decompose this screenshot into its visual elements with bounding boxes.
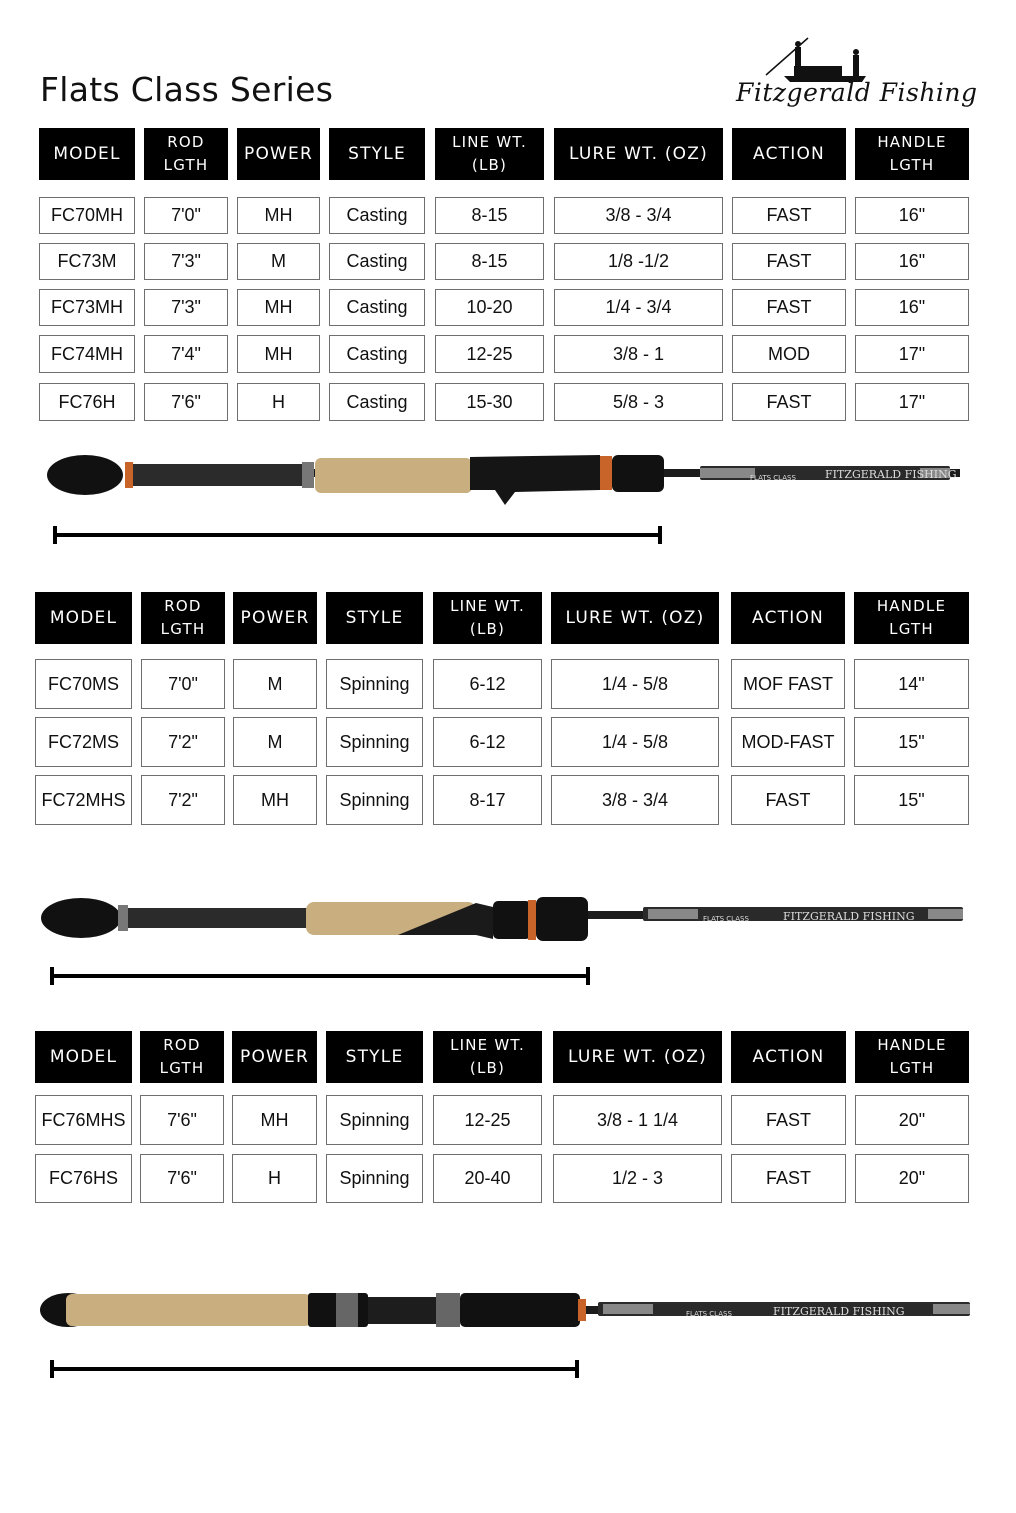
- header-line: HANDLE: [877, 1036, 947, 1054]
- header-line: HANDLE: [877, 133, 947, 151]
- long-spinning-rod-image: [38, 1285, 970, 1345]
- rod-logo-text: FITZGERALD FISHING: [825, 468, 957, 481]
- header-model: MODEL: [39, 128, 135, 180]
- cell-style: Spinning: [326, 775, 423, 825]
- header-line: ROD: [163, 1036, 201, 1054]
- cell-power: MH: [233, 775, 317, 825]
- header-line-weight: [433, 592, 542, 644]
- header-rod-length: [141, 592, 225, 644]
- cell-rod-length: 7'4": [144, 335, 228, 373]
- header-model: MODEL: [35, 1031, 132, 1083]
- brand-logo: [736, 30, 976, 112]
- cell-handle-length: 16": [855, 243, 969, 280]
- cell-style: Spinning: [326, 717, 423, 767]
- casting-rod-image: [40, 440, 970, 520]
- cell-action: FAST: [732, 197, 846, 234]
- header-line: HANDLE: [876, 597, 947, 615]
- header-line: LINE WT.: [452, 133, 527, 151]
- cell-model: FC70MH: [39, 197, 135, 234]
- cell-rod-length: 7'2": [141, 717, 225, 767]
- cell-style: Spinning: [326, 659, 423, 709]
- cell-style: Spinning: [326, 1095, 423, 1145]
- casting-handle-length-ruler: [53, 533, 662, 537]
- header-line-weight: [435, 128, 544, 180]
- cell-power: H: [232, 1154, 317, 1203]
- rod-label: FLATS CLASS: [703, 915, 749, 923]
- cell-action: MOD: [732, 335, 846, 373]
- cell-lure-weight: 1/4 - 5/8: [551, 717, 719, 767]
- cell-power: M: [233, 659, 317, 709]
- header-power: POWER: [237, 128, 320, 180]
- header-line: LGTH: [889, 156, 935, 174]
- cell-model: FC70MS: [35, 659, 132, 709]
- cell-rod-length: 7'2": [141, 775, 225, 825]
- cell-line-weight: 8-17: [433, 775, 542, 825]
- cell-line-weight: 12-25: [433, 1095, 542, 1145]
- header-lure-weight: LURE WT. (OZ): [551, 592, 719, 644]
- cell-handle-length: 15": [854, 775, 969, 825]
- cell-line-weight: 15-30: [435, 383, 544, 421]
- cell-rod-length: 7'0": [144, 197, 228, 234]
- cell-style: Casting: [329, 289, 425, 326]
- cell-rod-length: 7'6": [144, 383, 228, 421]
- cell-rod-length: 7'6": [140, 1095, 224, 1145]
- cell-line-weight: 20-40: [433, 1154, 542, 1203]
- cell-action: FAST: [731, 775, 845, 825]
- header-rod-length: [144, 128, 228, 180]
- header-line: LGTH: [160, 620, 206, 638]
- rod-logo-text: FITZGERALD FISHING: [773, 1305, 905, 1318]
- cell-action: FAST: [731, 1095, 846, 1145]
- cell-line-weight: 8-15: [435, 243, 544, 280]
- cell-line-weight: 10-20: [435, 289, 544, 326]
- cell-handle-length: 14": [854, 659, 969, 709]
- header-line: ROD: [164, 597, 202, 615]
- cell-model: FC76H: [39, 383, 135, 421]
- cell-lure-weight: 3/8 - 3/4: [554, 197, 723, 234]
- header-line: (LB): [471, 156, 508, 174]
- cell-model: FC73MH: [39, 289, 135, 326]
- cell-style: Casting: [329, 383, 425, 421]
- header-power: POWER: [233, 592, 317, 644]
- header-line: LGTH: [163, 156, 209, 174]
- header-line-weight: [433, 1031, 542, 1083]
- long-spinning-handle-length-ruler: [50, 1367, 579, 1371]
- header-handle-length: [855, 128, 969, 180]
- header-rod-length: [140, 1031, 224, 1083]
- cell-handle-length: 16": [855, 197, 969, 234]
- header-action: ACTION: [731, 1031, 846, 1083]
- cell-lure-weight: 5/8 - 3: [554, 383, 723, 421]
- cell-line-weight: 12-25: [435, 335, 544, 373]
- cell-model: FC72MS: [35, 717, 132, 767]
- cell-handle-length: 15": [854, 717, 969, 767]
- header-line: LINE WT.: [450, 1036, 525, 1054]
- cell-action: MOD-FAST: [731, 717, 845, 767]
- header-action: ACTION: [732, 128, 846, 180]
- cell-style: Casting: [329, 197, 425, 234]
- cell-action: FAST: [732, 243, 846, 280]
- cell-style: Spinning: [326, 1154, 423, 1203]
- cell-model: FC76MHS: [35, 1095, 132, 1145]
- cell-model: FC73M: [39, 243, 135, 280]
- cell-power: H: [237, 383, 320, 421]
- cell-rod-length: 7'6": [140, 1154, 224, 1203]
- cell-model: FC74MH: [39, 335, 135, 373]
- cell-power: M: [233, 717, 317, 767]
- header-style: STYLE: [326, 592, 423, 644]
- brand-name: Fitzgerald Fishing: [736, 78, 978, 107]
- cell-power: M: [237, 243, 320, 280]
- page-title: Flats Class Series: [40, 70, 334, 109]
- header-line: LGTH: [889, 620, 934, 638]
- cell-style: Casting: [329, 335, 425, 373]
- rod-label: FLATS CLASS: [686, 1310, 732, 1318]
- cell-rod-length: 7'3": [144, 243, 228, 280]
- cell-handle-length: 20": [855, 1154, 969, 1203]
- cell-lure-weight: 3/8 - 1: [554, 335, 723, 373]
- cell-lure-weight: 1/4 - 5/8: [551, 659, 719, 709]
- header-line: (LB): [469, 620, 506, 638]
- cell-handle-length: 17": [855, 335, 969, 373]
- header-handle-length: [854, 592, 969, 644]
- cell-action: FAST: [731, 1154, 846, 1203]
- cell-lure-weight: 3/8 - 1 1/4: [553, 1095, 722, 1145]
- cell-lure-weight: 1/2 - 3: [553, 1154, 722, 1203]
- cell-power: MH: [237, 289, 320, 326]
- cell-handle-length: 17": [855, 383, 969, 421]
- header-lure-weight: LURE WT. (OZ): [553, 1031, 722, 1083]
- header-line: ROD: [167, 133, 205, 151]
- rod-logo-text: FITZGERALD FISHING: [783, 910, 915, 923]
- cell-model: FC76HS: [35, 1154, 132, 1203]
- header-line: LGTH: [159, 1059, 205, 1077]
- cell-power: MH: [232, 1095, 317, 1145]
- header-style: STYLE: [329, 128, 425, 180]
- cell-style: Casting: [329, 243, 425, 280]
- header-model: MODEL: [35, 592, 132, 644]
- cell-power: MH: [237, 197, 320, 234]
- cell-lure-weight: 1/4 - 3/4: [554, 289, 723, 326]
- rod-label: FLATS CLASS: [750, 474, 796, 482]
- cell-line-weight: 6-12: [433, 717, 542, 767]
- cell-lure-weight: 3/8 - 3/4: [551, 775, 719, 825]
- cell-line-weight: 8-15: [435, 197, 544, 234]
- cell-lure-weight: 1/8 -1/2: [554, 243, 723, 280]
- header-line: LGTH: [889, 1059, 935, 1077]
- header-action: ACTION: [731, 592, 845, 644]
- header-handle-length: [855, 1031, 969, 1083]
- cell-power: MH: [237, 335, 320, 373]
- header-style: STYLE: [326, 1031, 423, 1083]
- spinning-rod-image: [38, 885, 970, 955]
- spinning-handle-length-ruler: [50, 974, 590, 978]
- cell-action: FAST: [732, 383, 846, 421]
- header-line: LINE WT.: [450, 597, 525, 615]
- cell-rod-length: 7'3": [144, 289, 228, 326]
- cell-action: FAST: [732, 289, 846, 326]
- header-lure-weight: LURE WT. (OZ): [554, 128, 723, 180]
- cell-handle-length: 20": [855, 1095, 969, 1145]
- cell-line-weight: 6-12: [433, 659, 542, 709]
- header-power: POWER: [232, 1031, 317, 1083]
- cell-action: MOF FAST: [731, 659, 845, 709]
- cell-rod-length: 7'0": [141, 659, 225, 709]
- cell-model: FC72MHS: [35, 775, 132, 825]
- cell-handle-length: 16": [855, 289, 969, 326]
- header-line: (LB): [469, 1059, 506, 1077]
